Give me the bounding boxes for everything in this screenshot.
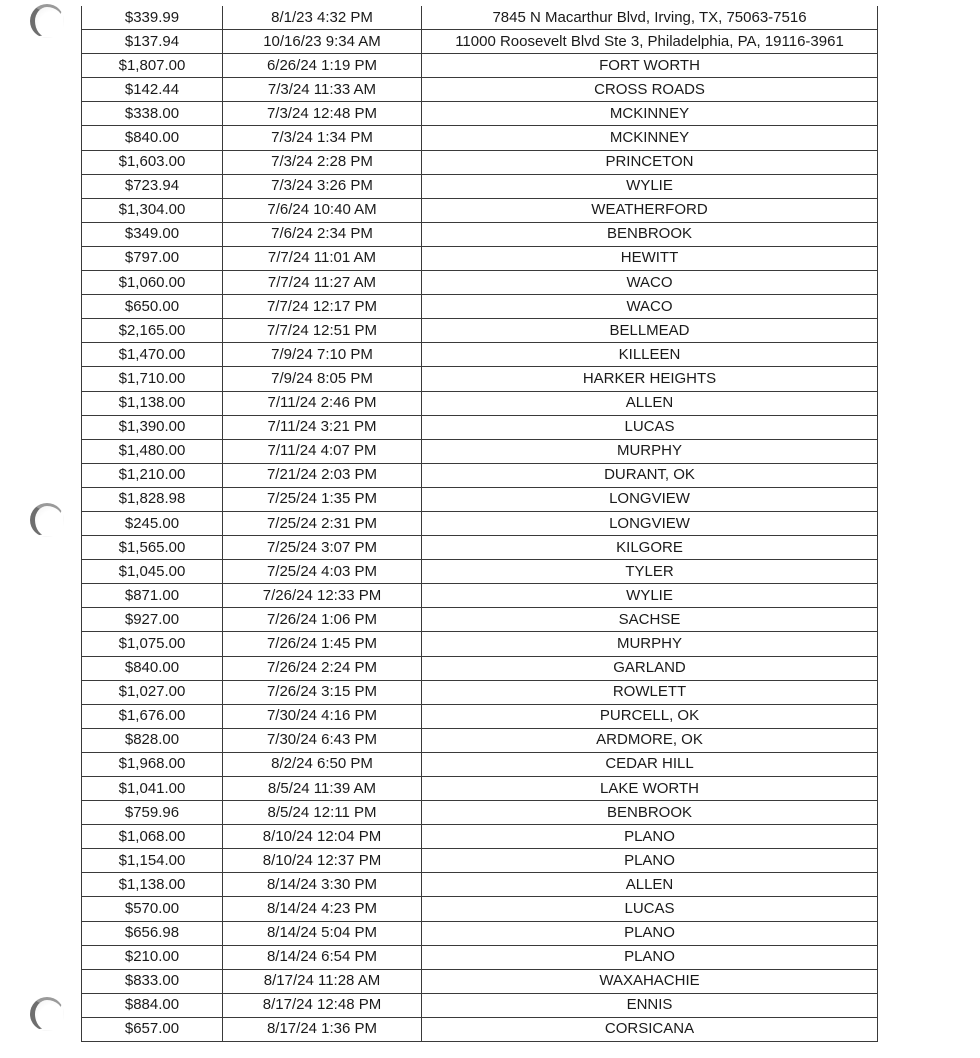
amount-cell: $1,828.98 [82,487,223,511]
table-row [82,319,878,343]
location-cell: MCKINNEY [422,102,878,126]
location-cell: PRINCETON [422,150,878,174]
datetime-cell: 8/14/24 4:23 PM [223,897,422,921]
amount-cell: $1,154.00 [82,849,223,873]
amount-cell: $840.00 [82,656,223,680]
amount-cell: $1,060.00 [82,271,223,295]
table-row [82,391,878,415]
amount-cell: $210.00 [82,945,223,969]
datetime-cell: 7/3/24 3:26 PM [223,174,422,198]
transaction-table-body [82,6,878,1042]
datetime-cell: 8/5/24 11:39 AM [223,777,422,801]
table-row [82,728,878,752]
datetime-cell: 7/26/24 2:24 PM [223,656,422,680]
table-row [82,584,878,608]
amount-cell: $338.00 [82,102,223,126]
table-row [82,536,878,560]
binder-hole-middle [30,503,64,537]
amount-cell: $884.00 [82,993,223,1017]
amount-cell: $927.00 [82,608,223,632]
datetime-cell: 7/7/24 12:51 PM [223,319,422,343]
datetime-cell: 7/11/24 4:07 PM [223,439,422,463]
datetime-cell: 7/7/24 12:17 PM [223,295,422,319]
location-cell: LONGVIEW [422,511,878,535]
table-row [82,656,878,680]
table-row [82,560,878,584]
datetime-cell: 7/26/24 3:15 PM [223,680,422,704]
datetime-cell: 10/16/23 9:34 AM [223,30,422,54]
datetime-cell: 7/11/24 3:21 PM [223,415,422,439]
table-row [82,680,878,704]
location-cell: FORT WORTH [422,54,878,78]
table-row [82,897,878,921]
amount-cell: $339.99 [82,6,223,30]
datetime-cell: 8/2/24 6:50 PM [223,752,422,776]
table-row [82,295,878,319]
amount-cell: $1,603.00 [82,150,223,174]
amount-cell: $1,210.00 [82,463,223,487]
location-cell: ALLEN [422,873,878,897]
table-row [82,608,878,632]
location-cell: LUCAS [422,415,878,439]
table-row [82,993,878,1017]
datetime-cell: 7/30/24 4:16 PM [223,704,422,728]
amount-cell: $723.94 [82,174,223,198]
datetime-cell: 8/17/24 1:36 PM [223,1017,422,1041]
amount-cell: $871.00 [82,584,223,608]
datetime-cell: 7/3/24 1:34 PM [223,126,422,150]
amount-cell: $1,676.00 [82,704,223,728]
location-cell: WYLIE [422,584,878,608]
table-row [82,849,878,873]
amount-cell: $1,565.00 [82,536,223,560]
table-row [82,150,878,174]
amount-cell: $349.00 [82,222,223,246]
location-cell: PLANO [422,825,878,849]
amount-cell: $1,138.00 [82,873,223,897]
amount-cell: $1,304.00 [82,198,223,222]
amount-cell: $1,045.00 [82,560,223,584]
table-row [82,439,878,463]
datetime-cell: 7/25/24 2:31 PM [223,511,422,535]
table-row [82,969,878,993]
table-row [82,632,878,656]
amount-cell: $650.00 [82,295,223,319]
location-cell: WAXAHACHIE [422,969,878,993]
datetime-cell: 7/6/24 2:34 PM [223,222,422,246]
table-row [82,801,878,825]
location-cell: KILLEEN [422,343,878,367]
location-cell: LONGVIEW [422,487,878,511]
datetime-cell: 7/3/24 2:28 PM [223,150,422,174]
datetime-cell: 6/26/24 1:19 PM [223,54,422,78]
location-cell: CEDAR HILL [422,752,878,776]
table-row [82,945,878,969]
amount-cell: $1,027.00 [82,680,223,704]
datetime-cell: 7/7/24 11:01 AM [223,246,422,270]
location-cell: PURCELL, OK [422,704,878,728]
location-cell: KILGORE [422,536,878,560]
location-cell: ARDMORE, OK [422,728,878,752]
amount-cell: $1,138.00 [82,391,223,415]
location-cell: MURPHY [422,632,878,656]
datetime-cell: 7/9/24 7:10 PM [223,343,422,367]
binder-hole-bottom [30,997,64,1031]
amount-cell: $828.00 [82,728,223,752]
table-row [82,367,878,391]
location-cell: HARKER HEIGHTS [422,367,878,391]
location-cell: LAKE WORTH [422,777,878,801]
datetime-cell: 7/7/24 11:27 AM [223,271,422,295]
table-row [82,78,878,102]
amount-cell: $1,041.00 [82,777,223,801]
table-row [82,30,878,54]
datetime-cell: 7/26/24 1:06 PM [223,608,422,632]
datetime-cell: 7/21/24 2:03 PM [223,463,422,487]
datetime-cell: 7/9/24 8:05 PM [223,367,422,391]
table-row [82,102,878,126]
datetime-cell: 8/14/24 3:30 PM [223,873,422,897]
location-cell: PLANO [422,849,878,873]
amount-cell: $245.00 [82,511,223,535]
location-cell: HEWITT [422,246,878,270]
location-cell: BENBROOK [422,222,878,246]
table-row [82,1017,878,1041]
datetime-cell: 8/14/24 5:04 PM [223,921,422,945]
datetime-cell: 8/5/24 12:11 PM [223,801,422,825]
location-cell: WACO [422,295,878,319]
datetime-cell: 7/6/24 10:40 AM [223,198,422,222]
datetime-cell: 8/1/23 4:32 PM [223,6,422,30]
table-row [82,487,878,511]
table-row [82,246,878,270]
location-cell: ENNIS [422,993,878,1017]
datetime-cell: 7/11/24 2:46 PM [223,391,422,415]
table-row [82,825,878,849]
location-cell: PLANO [422,921,878,945]
amount-cell: $759.96 [82,801,223,825]
amount-cell: $833.00 [82,969,223,993]
table-row [82,271,878,295]
table-row [82,511,878,535]
table-row [82,777,878,801]
amount-cell: $797.00 [82,246,223,270]
table-row [82,463,878,487]
location-cell: CROSS ROADS [422,78,878,102]
amount-cell: $570.00 [82,897,223,921]
location-cell: DURANT, OK [422,463,878,487]
amount-cell: $1,968.00 [82,752,223,776]
table-row [82,873,878,897]
location-cell: BENBROOK [422,801,878,825]
location-cell: SACHSE [422,608,878,632]
amount-cell: $1,807.00 [82,54,223,78]
amount-cell: $1,470.00 [82,343,223,367]
amount-cell: $1,390.00 [82,415,223,439]
datetime-cell: 7/3/24 12:48 PM [223,102,422,126]
location-cell: MCKINNEY [422,126,878,150]
datetime-cell: 7/25/24 1:35 PM [223,487,422,511]
datetime-cell: 8/10/24 12:37 PM [223,849,422,873]
table-row [82,752,878,776]
datetime-cell: 7/25/24 3:07 PM [223,536,422,560]
datetime-cell: 7/25/24 4:03 PM [223,560,422,584]
location-cell: WYLIE [422,174,878,198]
location-cell: WEATHERFORD [422,198,878,222]
amount-cell: $1,480.00 [82,439,223,463]
datetime-cell: 8/10/24 12:04 PM [223,825,422,849]
location-cell: GARLAND [422,656,878,680]
location-cell: MURPHY [422,439,878,463]
table-row [82,54,878,78]
location-cell: WACO [422,271,878,295]
transaction-table [81,6,878,1042]
datetime-cell: 8/17/24 11:28 AM [223,969,422,993]
binder-hole-top [30,4,64,38]
datetime-cell: 7/26/24 12:33 PM [223,584,422,608]
datetime-cell: 7/30/24 6:43 PM [223,728,422,752]
amount-cell: $1,075.00 [82,632,223,656]
location-cell: CORSICANA [422,1017,878,1041]
datetime-cell: 8/14/24 6:54 PM [223,945,422,969]
amount-cell: $1,068.00 [82,825,223,849]
amount-cell: $840.00 [82,126,223,150]
table-row [82,921,878,945]
location-cell: 11000 Roosevelt Blvd Ste 3, Philadelphia, PA, 19116-3961 [422,30,878,54]
location-cell: BELLMEAD [422,319,878,343]
table-row [82,222,878,246]
datetime-cell: 7/26/24 1:45 PM [223,632,422,656]
location-cell: 7845 N Macarthur Blvd, Irving, TX, 75063-7516 [422,6,878,30]
amount-cell: $2,165.00 [82,319,223,343]
amount-cell: $657.00 [82,1017,223,1041]
location-cell: ALLEN [422,391,878,415]
location-cell: LUCAS [422,897,878,921]
datetime-cell: 7/3/24 11:33 AM [223,78,422,102]
datetime-cell: 8/17/24 12:48 PM [223,993,422,1017]
location-cell: ROWLETT [422,680,878,704]
table-row [82,6,878,30]
amount-cell: $656.98 [82,921,223,945]
table-row [82,415,878,439]
table-row [82,174,878,198]
table-row [82,126,878,150]
amount-cell: $137.94 [82,30,223,54]
location-cell: PLANO [422,945,878,969]
table-row [82,198,878,222]
table-row [82,704,878,728]
amount-cell: $1,710.00 [82,367,223,391]
table-row [82,343,878,367]
amount-cell: $142.44 [82,78,223,102]
location-cell: TYLER [422,560,878,584]
